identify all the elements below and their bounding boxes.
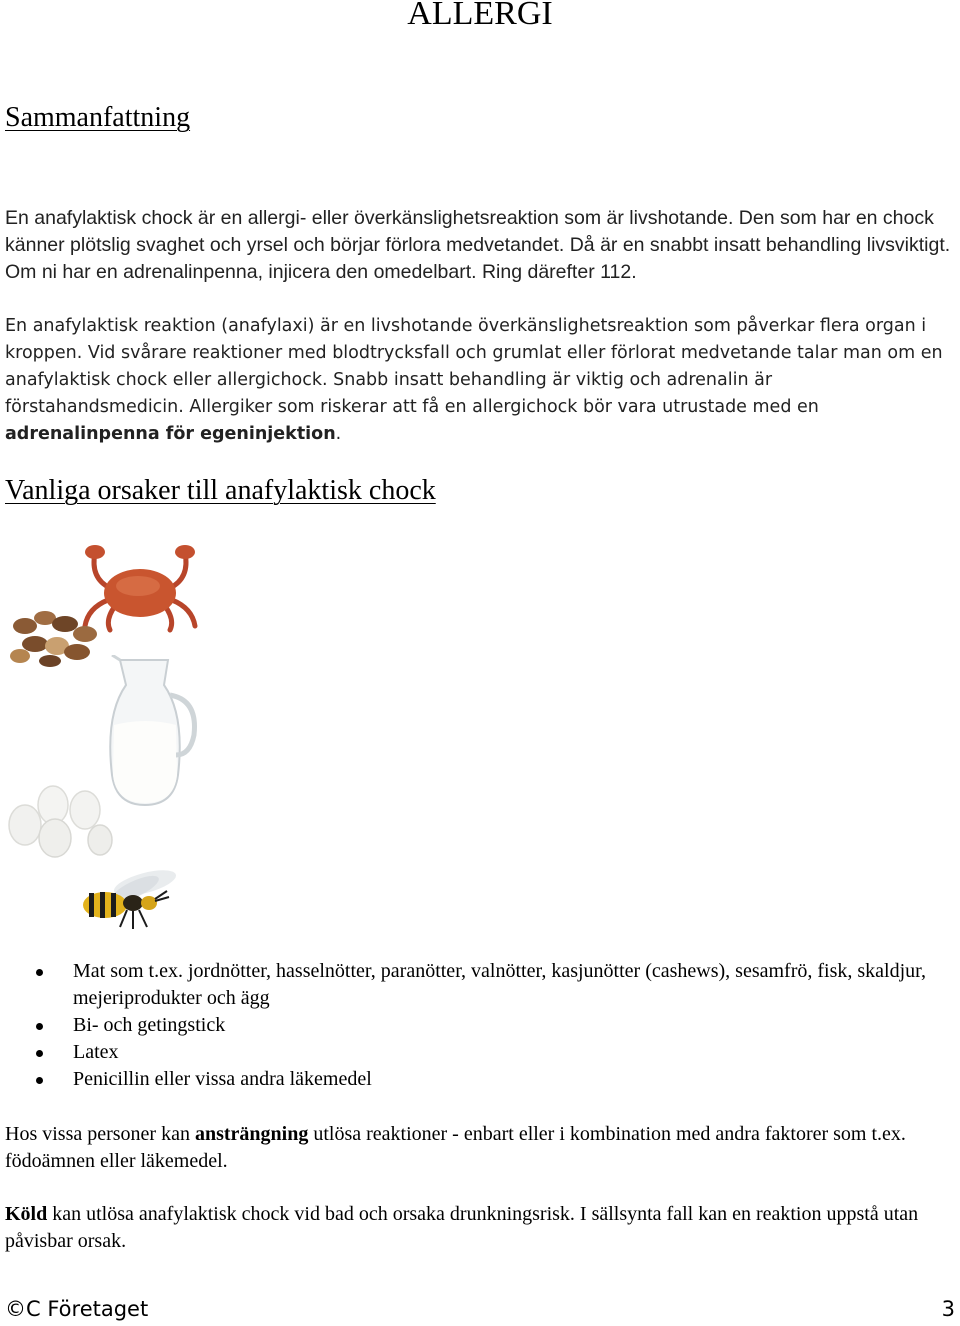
- bullet-dot: [36, 969, 43, 976]
- causes-heading: Vanliga orsaker till anafylaktisk chock: [5, 475, 436, 506]
- exertion-paragraph: [5, 1121, 955, 1175]
- reaction-paragraph: [5, 313, 955, 448]
- list-item-text: Latex: [73, 1041, 119, 1063]
- summary-paragraph: En anafylaktisk chock är en allergi- eller överkänslighetsreaktion som är livshotande. Den som har en chock känner plötslig svaghet och yrsel och börjar förlora medvetandet. Då är en snabbt insatt behandling livsviktigt. Om ni har en adrenalinpenna, injicera den omedelbart. Ring därefter 112.: [5, 207, 951, 283]
- cold-text: kan utlösa anafylaktisk chock vid bad och orsaka drunkningsrisk. I sällsynta fall kan en reaktion uppstå utan påvisbar orsak.: [5, 1203, 919, 1252]
- eggs-image: [5, 770, 115, 860]
- list-item-text: Bi- och getingstick: [73, 1014, 226, 1036]
- wasp-image: [75, 865, 195, 935]
- exertion-end-text: utlösa reaktioner - enbart eller i kombination med andra faktorer som t.ex. födoämnen eller läkemedel.: [5, 1123, 906, 1172]
- summary-heading: Sammanfattning: [5, 102, 191, 133]
- reaction-end-text: .: [335, 424, 342, 444]
- exertion-text: Hos vissa personer kan: [5, 1123, 195, 1145]
- list-item-text: Mat som t.ex. jordnötter, hasselnötter, paranötter, valnötter, kasjunötter (cashews), sesamfrö, fisk, skaldjur, mejeriprodukter och ägg: [73, 960, 926, 1009]
- bullet-dot: [36, 1050, 43, 1057]
- exertion-bold-text: ansträngning: [194, 1123, 309, 1145]
- list-item: [0, 1066, 955, 1093]
- list-item: [0, 958, 955, 1012]
- page-title: ALLERGI: [407, 0, 553, 32]
- footer-company: ©C Företaget: [5, 1297, 149, 1321]
- cold-bold-text: Köld: [5, 1203, 48, 1225]
- list-item-text: Penicillin eller vissa andra läkemedel: [73, 1068, 372, 1090]
- footer-page-number: 3: [941, 1297, 955, 1321]
- list-item: [0, 1012, 955, 1039]
- bullet-dot: [36, 1077, 43, 1084]
- reaction-text: En anafylaktisk reaktion (anafylaxi) är en livshotande överkänslighetsreaktion som påverkar flera organ i kroppen. Vid svårare reaktioner med blodtrycksfall och grumlat eller förlorat medvetande talar man om en anafylaktisk chock eller allergichock. Snabb insatt behandling är viktig och adrenalin är förstahandsmedicin. Allergiker som riskerar att få en allergichock bör vara utrustade med en: [5, 316, 943, 417]
- list-item: [0, 1039, 955, 1066]
- reaction-bold-text: adrenalinpenna för egeninjektion: [5, 424, 336, 444]
- bullet-dot: [36, 1023, 43, 1030]
- causes-list: [0, 958, 955, 1093]
- cold-paragraph: [5, 1201, 955, 1255]
